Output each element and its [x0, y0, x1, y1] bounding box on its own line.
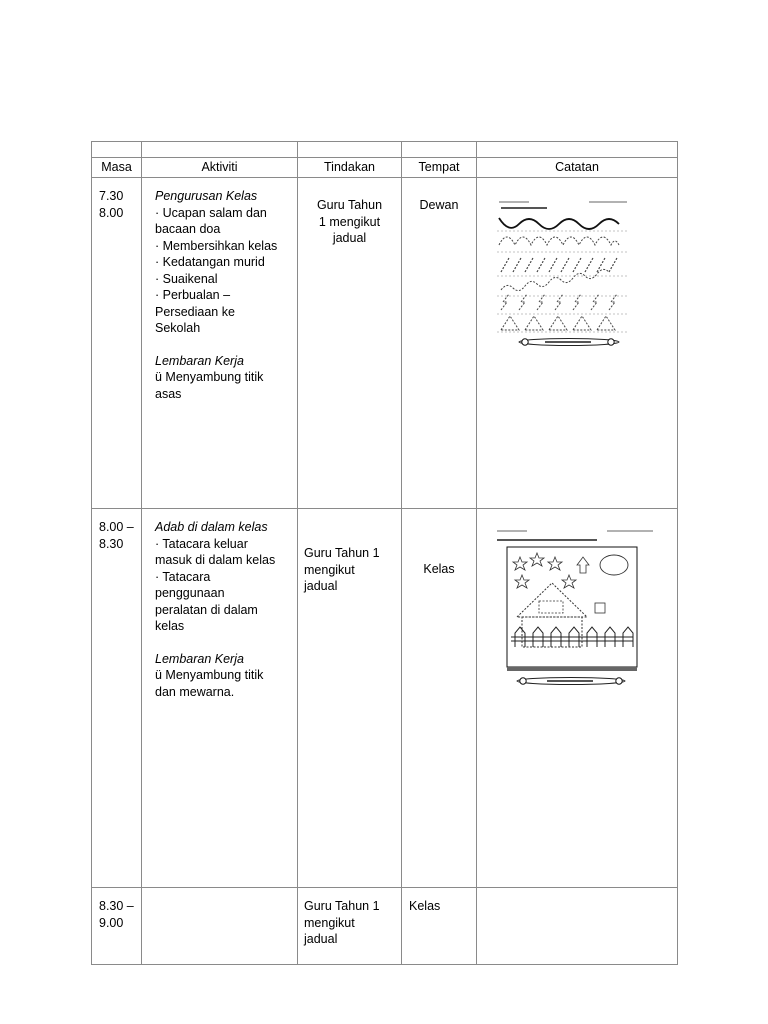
header-catatan: Catatan: [477, 158, 678, 178]
blank-cell: [477, 142, 678, 158]
schedule-table: [91, 141, 678, 965]
activity-line: bacaan doa: [155, 222, 221, 236]
masa-end: 8.00: [99, 205, 124, 220]
catatan-cell: [477, 178, 678, 509]
tempat-cell: [402, 178, 477, 509]
activity-line: peralatan di dalam: [155, 602, 258, 617]
aktiviti-cell: [142, 509, 298, 888]
activity-line: Sekolah: [155, 321, 201, 335]
table-row: [92, 888, 678, 965]
activity-line: · Tatacara: [155, 569, 211, 584]
activity-title: Adab di dalam kelas: [155, 520, 268, 534]
tindakan-line: Guru Tahun 1: [304, 899, 380, 913]
tindakan-cell: [298, 178, 402, 509]
masa-start: 8.00 –: [99, 520, 134, 534]
header-tindakan: Tindakan: [298, 158, 402, 178]
tindakan-line: Guru Tahun: [316, 198, 383, 212]
masa-end: 8.30: [99, 536, 124, 551]
tindakan-line: mengikut: [304, 562, 355, 577]
tindakan-line: 1 mengikut: [318, 214, 381, 229]
worksheet-line: ü Menyambung titik: [155, 668, 264, 682]
catatan-cell: [477, 509, 678, 888]
activity-line: · Kedatangan murid: [155, 255, 265, 269]
tempat-text: Dewan: [419, 198, 459, 212]
blank-cell: [298, 142, 402, 158]
activity-title: Pengurusan Kelas: [155, 189, 258, 203]
header-tempat: Tempat: [402, 158, 477, 178]
masa-cell: [92, 509, 142, 888]
tindakan-line: mengikut: [304, 915, 355, 930]
blank-cell: [142, 142, 298, 158]
tracing-worksheet-image: [487, 190, 635, 350]
tindakan-line: jadual: [332, 231, 367, 245]
activity-line: kelas: [155, 619, 185, 633]
table-row: [92, 509, 678, 888]
tempat-cell: [402, 509, 477, 888]
blank-cell: [402, 142, 477, 158]
activity-line: · Membersihkan kelas: [155, 238, 278, 253]
activity-line: masuk di dalam kelas: [155, 553, 276, 567]
worksheet-label: Lembaran Kerja: [155, 353, 244, 368]
activity-line: · Perbualan –: [155, 288, 231, 302]
tindakan-line: Guru Tahun 1: [304, 546, 380, 560]
tempat-text: Kelas: [423, 562, 455, 576]
tindakan-cell: [298, 509, 402, 888]
activity-line: · Tatacara keluar: [155, 536, 248, 551]
worksheet-line: dan mewarna.: [155, 684, 235, 699]
coloring-worksheet-image: [487, 521, 659, 691]
worksheet-line: asas: [155, 386, 182, 401]
activity-line: Persediaan ke: [155, 304, 235, 319]
tempat-cell: [402, 888, 477, 965]
tindakan-line: jadual: [304, 932, 338, 946]
blank-cell: [92, 142, 142, 158]
activity-line: · Suaikenal: [155, 271, 218, 286]
header-masa: Masa: [92, 158, 142, 178]
tindakan-line: jadual: [304, 579, 338, 593]
masa-start: 7.30: [99, 189, 124, 203]
aktiviti-cell: [142, 888, 298, 965]
worksheet-line: ü Menyambung titik: [155, 370, 264, 384]
masa-cell: [92, 888, 142, 965]
header-row: [92, 158, 678, 178]
masa-start: 8.30 –: [99, 899, 134, 913]
tindakan-cell: [298, 888, 402, 965]
tempat-text: Kelas: [409, 899, 441, 913]
masa-end: 9.00: [99, 915, 124, 930]
worksheet-label: Lembaran Kerja: [155, 651, 244, 666]
activity-line: penggunaan: [155, 586, 225, 600]
activity-line: · Ucapan salam dan: [155, 205, 267, 220]
catatan-cell: [477, 888, 678, 965]
aktiviti-cell: [142, 178, 298, 509]
header-aktiviti: Aktiviti: [142, 158, 298, 178]
masa-cell: [92, 178, 142, 509]
blank-row: [92, 142, 678, 158]
table-row: [92, 178, 678, 509]
